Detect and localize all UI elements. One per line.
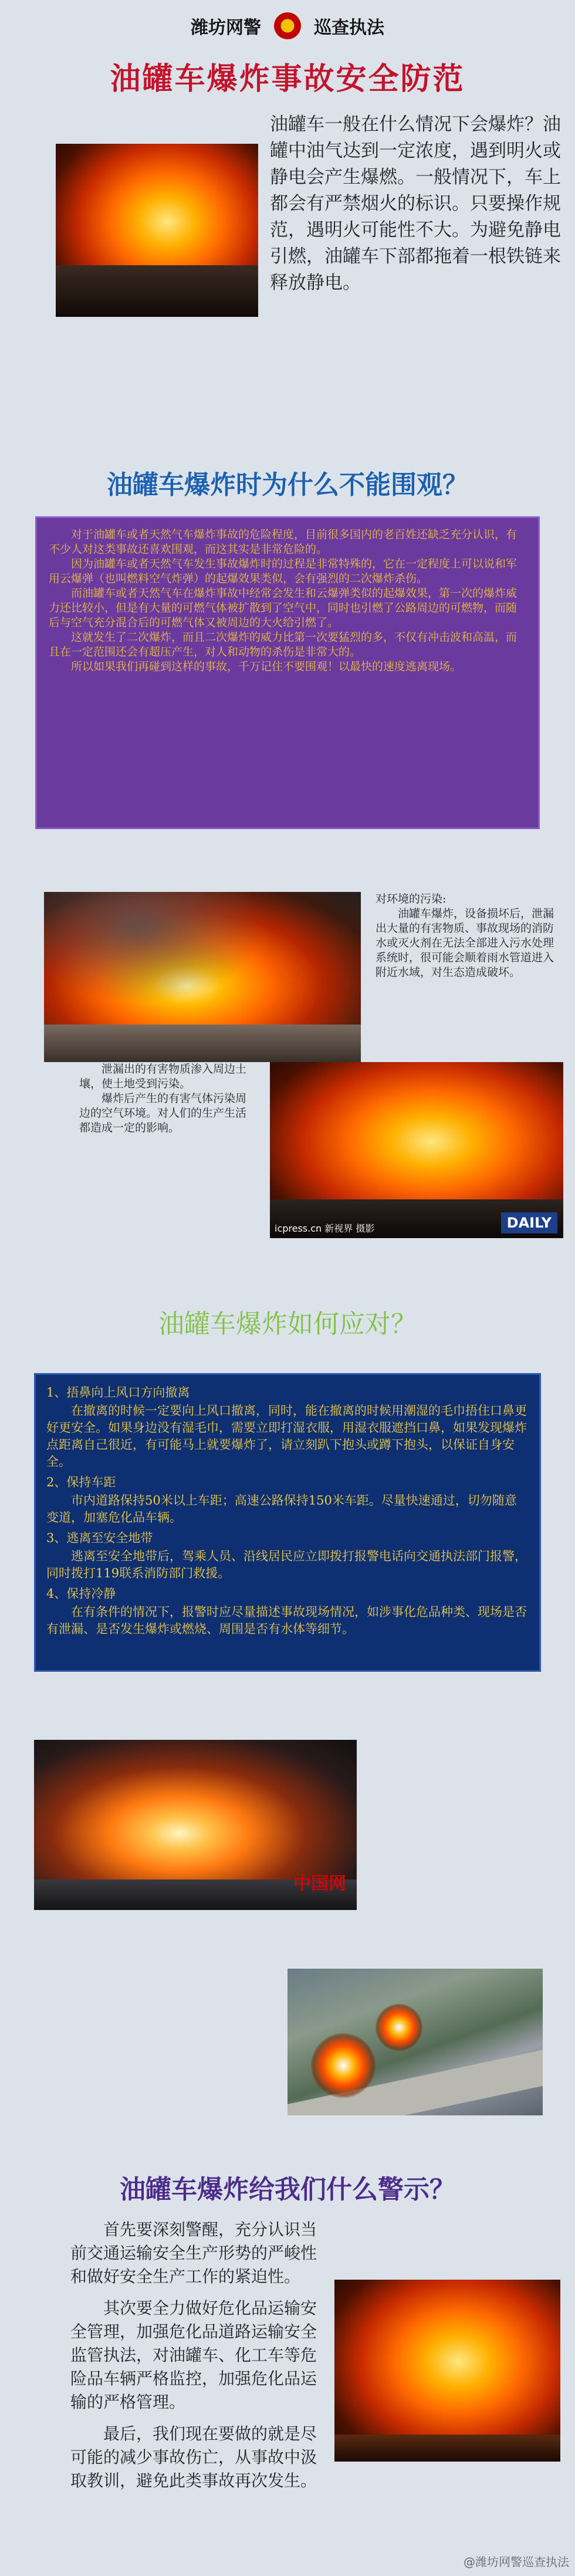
env-heading: 对环境的污染: bbox=[376, 893, 447, 905]
env-paragraph: 爆炸后产生的有害气体污染周边的空气环境。对人们的生产生活都造成一定的影响。 bbox=[79, 1092, 247, 1134]
env-text-2 bbox=[79, 1062, 255, 1135]
section-title-warning: 油罐车爆炸给我们什么警示？ bbox=[120, 2175, 455, 2205]
step-body: 逃离至安全地带后，驾乘人员、沿线居民应立即拨打报警电话向交通执法部门报警，同时拨打119联系消防部门救援。 bbox=[46, 1549, 527, 1580]
section-title-how-to-respond: 油罐车爆炸如何应对？ bbox=[158, 1309, 417, 1339]
tanker-fire-image bbox=[56, 144, 258, 317]
explosion-closeup-image bbox=[334, 2280, 560, 2462]
brand-right: 巡查执法 bbox=[314, 18, 384, 38]
brand-left: 潍坊网警 bbox=[191, 18, 261, 38]
step-heading: 3、逃离至安全地带 bbox=[46, 1531, 153, 1545]
step-body: 在撤离的时候一定要向上风口撤离，同时，能在撤离的时候用潮湿的毛巾捂住口鼻更好更安全。如果身边没有湿毛巾，需要立即打湿衣服，用湿衣服遮挡口鼻，如果发现爆炸点距离自己很近，有可能马上就要爆炸了，请立刻趴下抱头或蹲下抱头，以保证自身安全。 bbox=[46, 1404, 527, 1469]
paragraph: 其次要全力做好危化品运输安全管理，加强危化品道路运输安全监管执法，对油罐车、化工车等危险品车辆严格监控，加强危化品运输的严格管理。 bbox=[70, 2298, 317, 2412]
paragraph: 首先要深刻警醒，充分认识当前交通运输安全生产形势的严峻性和做好安全生产工作的紧迫性。 bbox=[70, 2220, 317, 2286]
chinanews-logo: 中国网 bbox=[293, 1874, 346, 1894]
paragraph: 对于油罐车或者天然气车爆炸事故的危险程度，目前很多国内的老百姓还缺乏充分认识，有不少人对这类事故还喜欢围观，而这其实是非常危险的。 bbox=[49, 528, 518, 556]
page-title: 油罐车爆炸事故安全防范 bbox=[110, 61, 465, 97]
highway-aerial-image bbox=[288, 1969, 543, 2115]
police-emblem-icon bbox=[274, 12, 301, 39]
brand-bar bbox=[0, 8, 575, 43]
section-title-why-not-watch: 油罐车爆炸时为什么不能围观？ bbox=[107, 470, 468, 500]
factory-explosion-image bbox=[44, 892, 361, 1062]
why-not-watch-box bbox=[35, 516, 540, 829]
intro-text: 油罐车一般在什么情况下会爆炸？油罐中油气达到一定浓度，遇到明火或静电会产生爆燃。一般情况下，车上都会有严禁烟火的标识。只要操作规范，遇明火可能性不大。为避免静电引燃，油罐车下部都拖着一根铁链来释放静电。 bbox=[270, 114, 561, 293]
warning-text bbox=[70, 2218, 317, 2501]
paragraph: 这就发生了二次爆炸，而且二次爆炸的威力比第一次要猛烈的多，不仅有冲击波和高温，而且在一定范围还会有超压产生，对人和动物的杀伤是非常大的。 bbox=[49, 631, 518, 658]
paragraph: 最后，我们现在要做的就是尽可能的减少事故伤亡，从事故中汲取教训，避免此类事故再次发生。 bbox=[70, 2424, 317, 2490]
paragraph: 而油罐车或者天然气车在爆炸事故中经常会发生和云爆弹类似的起爆效果，第一次的爆炸威力还比较小，但是有大量的可燃气体被扩散到了空气中，同时也引燃了公路周边的可燃物，而随后与空气充分混合后的可燃气体又被周边的大火给引燃了。 bbox=[49, 587, 518, 629]
step-heading: 2、保持车距 bbox=[46, 1475, 116, 1489]
env-paragraph: 泄漏出的有害物质渗入周边土壤，使土地受到污染。 bbox=[79, 1063, 247, 1090]
step-body: 在有条件的情况下，报警时应尽量描述事故现场情况，如涉事化危品种类、现场是否有泄漏、是否发生爆炸或燃烧、周围是否有水体等细节。 bbox=[46, 1605, 527, 1636]
daily-logo: DAILY bbox=[501, 1212, 557, 1233]
how-to-respond-box bbox=[34, 1373, 541, 1672]
image-caption: icpress.cn 新视界 摄影 bbox=[275, 1223, 375, 1234]
step-body: 市内道路保持50米以上车距；高速公路保持150米车距。尽量快速通过，切勿随意变道，加塞危化品车辆。 bbox=[46, 1493, 517, 1524]
night-explosion-image bbox=[270, 1062, 563, 1238]
step-heading: 4、保持冷静 bbox=[46, 1587, 116, 1601]
paragraph: 因为油罐车或者天然气车发生事故爆炸时的过程是非常特殊的，它在一定程度上可以说和军用云爆弹（也叫燃料空气炸弹）的起爆效果类似，会有强烈的二次爆炸杀伤。 bbox=[49, 557, 518, 585]
env-paragraph: 油罐车爆炸，设备损坏后，泄漏出大量的有害物质、事故现场的消防水或灭火剂在无法全部进入污水处理系统时，很可能会顺着雨水管道进入附近水域，对生态造成破坏。 bbox=[376, 907, 554, 979]
firefighter-tanker-image bbox=[34, 1740, 357, 1910]
watermark: @潍坊网警巡查执法 bbox=[464, 2555, 569, 2569]
step-heading: 1、捂鼻向上风口方向撤离 bbox=[46, 1385, 190, 1399]
paragraph: 所以如果我们再碰到这样的事故，千万记住不要围观！以最快的速度逃离现场。 bbox=[71, 660, 462, 673]
env-text-1 bbox=[376, 892, 563, 980]
